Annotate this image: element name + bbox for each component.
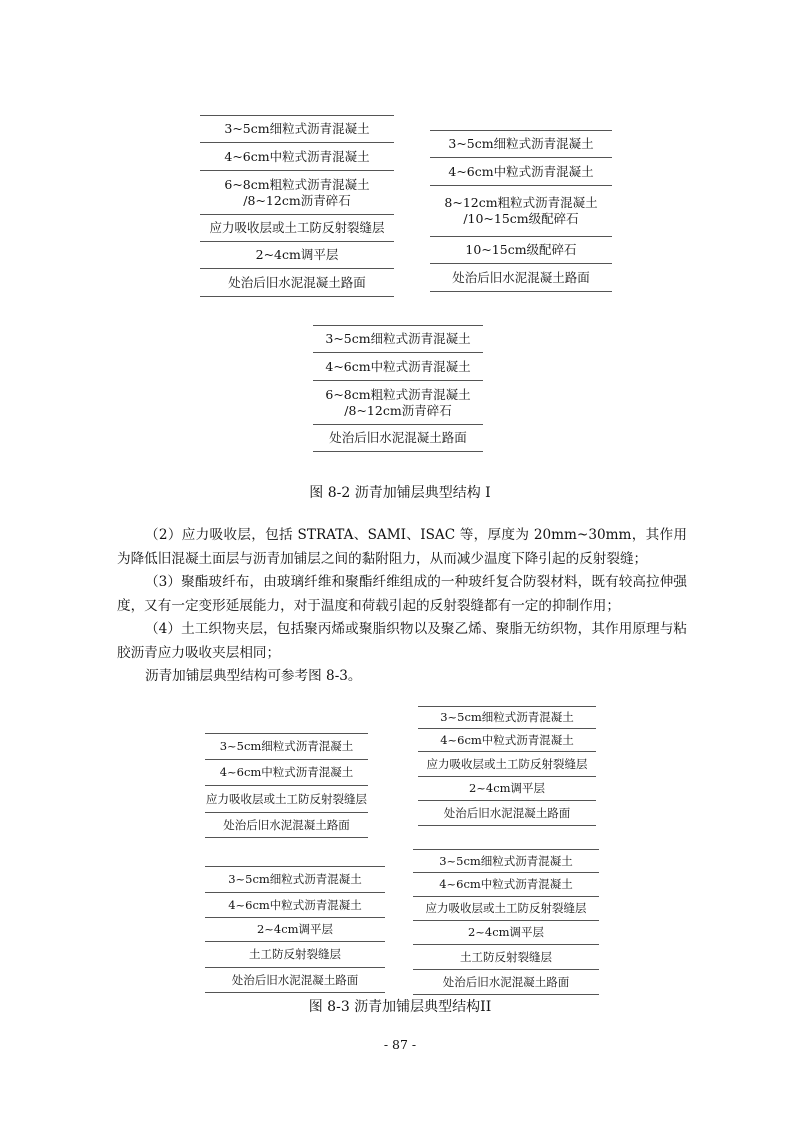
pavement-layer: [200, 215, 394, 242]
pavement-layer: [430, 158, 612, 186]
pavement-layer-label: 6~8cm粗粒式沥青混凝土: [325, 386, 471, 402]
pavement-layer-label: 应力吸收层或土工防反射裂缝层: [426, 756, 588, 771]
pavement-layer-label: 3~5cm细粒式沥青混凝土: [439, 853, 573, 868]
paragraph-polyester-fiberglass: （3）聚酯玻纤布，由玻璃纤维和聚酯纤维组成的一种玻纤复合防裂材料，既有较高拉伸强度，又有一定变形延展能力，对于温度和荷载引起的反射裂缝都有一定的抑制作用；: [117, 574, 687, 614]
pavement-layer-label: 4~6cm中粒式沥青混凝土: [440, 732, 574, 747]
pavement-layer: [200, 116, 394, 143]
pavement-layer-label: 处治后旧水泥混凝土路面: [223, 817, 350, 832]
pavement-layer: [200, 269, 394, 297]
pavement-layer-label: 处治后旧水泥混凝土路面: [329, 430, 467, 446]
pavement-layer-label: 4~6cm中粒式沥青混凝土: [439, 877, 573, 892]
pavement-layer: [313, 425, 483, 452]
pavement-layer: [413, 850, 599, 873]
pavement-layer-label: 4~6cm中粒式沥青混凝土: [325, 358, 471, 374]
pavement-layer-label: 处治后旧水泥混凝土路面: [452, 269, 590, 285]
pavement-layer-label: 3~5cm细粒式沥青混凝土: [224, 121, 370, 137]
pavement-layer: [205, 893, 385, 918]
page-number: - 87 -: [383, 1037, 417, 1052]
pavement-layer: [413, 897, 599, 921]
pavement-layer-label: 4~6cm中粒式沥青混凝土: [228, 897, 362, 912]
pavement-layer: [200, 171, 394, 215]
pavement-layer: [205, 760, 368, 786]
pavement-layer-label: 2~4cm调平层: [467, 925, 545, 940]
fig2-stack-a: [205, 733, 368, 838]
pavement-layer-label: /8~12cm沥青碎石: [344, 402, 452, 418]
pavement-layer-label: 4~6cm中粒式沥青混凝土: [448, 163, 594, 179]
pavement-layer: [413, 945, 599, 970]
pavement-layer-label: 2~4cm调平层: [468, 781, 546, 796]
pavement-layer: [418, 752, 596, 777]
pavement-layer-label: 处治后旧水泥混凝土路面: [231, 972, 359, 987]
pavement-layer-label: 4~6cm中粒式沥青混凝土: [219, 765, 354, 780]
pavement-layer-label: /8~12cm沥青碎石: [243, 192, 351, 208]
pavement-layer-label: 土工防反射裂缝层: [249, 947, 341, 962]
pavement-layer-label: 3~5cm细粒式沥青混凝土: [219, 739, 354, 754]
pavement-layer-label: 8~12cm粗粒式沥青混凝土: [444, 195, 598, 211]
fig2-stack-b: [418, 706, 596, 826]
fig1-stack-b: [430, 130, 612, 292]
fig2-stack-d: [413, 849, 599, 995]
pavement-layer: [430, 237, 612, 264]
paragraph-geotextile-interlayer: （4）土工织物夹层，包括聚丙烯或聚脂织物以及聚乙烯、聚脂无纺织物，其作用原理与粘胶沥青应力吸收夹层相同；: [117, 621, 687, 661]
pavement-layer-label: 2~4cm调平层: [256, 922, 334, 937]
pavement-layer: [205, 786, 368, 813]
pavement-layer-label: 应力吸收层或土工防反射裂缝层: [425, 901, 587, 916]
pavement-layer: [413, 873, 599, 897]
pavement-layer: [313, 326, 483, 353]
paragraph-reference-fig-8-3: 沥青加铺层典型结构可参考图 8-3。: [145, 668, 362, 684]
pavement-layer: [205, 734, 368, 760]
pavement-layer: [413, 921, 599, 945]
pavement-layer: [418, 707, 596, 729]
pavement-layer: [418, 777, 596, 801]
pavement-layer: [200, 242, 394, 269]
pavement-layer: [430, 264, 612, 292]
pavement-layer-label: 处治后旧水泥混凝土路面: [228, 274, 366, 290]
pavement-layer-label: /10~15cm级配碎石: [463, 211, 579, 226]
pavement-layer: [205, 813, 368, 838]
figure-8-3-caption: 图 8-3 沥青加铺层典型结构II: [308, 999, 492, 1015]
paragraph-stress-absorbing-layer: （2）应力吸收层，包括 STRATA、SAMI、ISAC 等，厚度为 20mm~30mm，其作用为降低旧混凝土面层与沥青加铺层之间的黏附阻力，从而减少温度下降引起的反射裂缝；: [117, 527, 687, 567]
pavement-layer-label: 3~5cm细粒式沥青混凝土: [325, 331, 471, 347]
pavement-layer: [205, 867, 385, 893]
pavement-layer: [205, 942, 385, 968]
pavement-layer-label: 3~5cm细粒式沥青混凝土: [440, 710, 574, 725]
pavement-layer: [418, 801, 596, 826]
pavement-layer: [313, 381, 483, 425]
pavement-layer: [313, 353, 483, 381]
pavement-layer: [413, 970, 599, 995]
fig1-stack-a: [200, 115, 394, 297]
pavement-layer-label: 应力吸收层或土工防反射裂缝层: [206, 791, 367, 806]
pavement-layer: [430, 131, 612, 158]
pavement-layer-label: 土工防反射裂缝层: [460, 949, 552, 964]
pavement-layer: [205, 968, 385, 993]
pavement-layer-label: 4~6cm中粒式沥青混凝土: [224, 148, 370, 164]
pavement-layer-label: 处治后旧水泥混凝土路面: [443, 805, 571, 820]
pavement-layer-label: 6~8cm粗粒式沥青混凝土: [224, 176, 370, 192]
pavement-layer-label: 处治后旧水泥混凝土路面: [442, 974, 570, 989]
pavement-layer-label: 3~5cm细粒式沥青混凝土: [228, 872, 362, 887]
pavement-layer-label: 应力吸收层或土工防反射裂缝层: [209, 220, 385, 236]
figure-8-2-caption: 图 8-2 沥青加铺层典型结构 I: [309, 485, 491, 501]
pavement-layer-label: 2~4cm调平层: [255, 247, 339, 263]
pavement-layer: [430, 186, 612, 237]
fig1-stack-c: [313, 325, 483, 452]
pavement-layer: [200, 143, 394, 171]
fig2-stack-c: [205, 866, 385, 993]
pavement-layer: [418, 729, 596, 752]
pavement-layer: [205, 918, 385, 942]
pavement-layer-label: 3~5cm细粒式沥青混凝土: [448, 136, 594, 152]
pavement-layer-label: 10~15cm级配碎石: [465, 242, 577, 258]
